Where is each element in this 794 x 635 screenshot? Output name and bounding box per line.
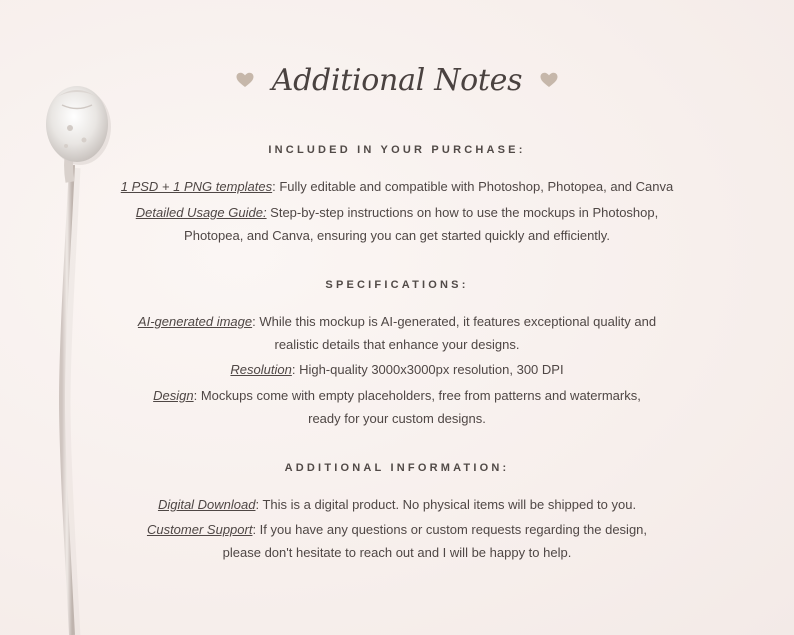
note-item xyxy=(110,178,684,196)
page-title: Additional Notes xyxy=(271,62,523,98)
heart-icon xyxy=(236,72,254,88)
note-text: : High-quality 3000x3000px resolution, 300 DPI xyxy=(291,362,564,377)
note-term: Resolution xyxy=(230,362,292,377)
section-heading-additional-information: ADDITIONAL INFORMATION: xyxy=(284,462,510,474)
note-item xyxy=(110,313,684,331)
note-text: : If you have any questions or custom requests regarding the design, xyxy=(252,522,648,537)
note-item xyxy=(110,496,684,514)
heart-icon xyxy=(540,72,558,88)
note-item-continuation: realistic details that enhance your designs. xyxy=(274,337,520,352)
note-term: Digital Download xyxy=(157,497,256,512)
note-item xyxy=(110,387,684,405)
note-item xyxy=(110,361,684,379)
note-item xyxy=(110,204,684,222)
note-item-continuation: ready for your custom designs. xyxy=(308,411,486,426)
note-item-continuation: Photopea, and Canva, ensuring you can get started quickly and efficiently. xyxy=(184,228,610,243)
note-text: Step-by-step instructions on how to use the mockups in Photoshop, xyxy=(266,205,659,220)
title-row xyxy=(110,58,684,102)
section-heading-purchase: INCLUDED IN YOUR PURCHASE: xyxy=(268,144,526,156)
note-text: : Fully editable and compatible with Photoshop, Photopea, and Canva xyxy=(272,179,674,194)
note-term: Customer Support xyxy=(146,522,253,537)
note-text: : This is a digital product. No physical items will be shipped to you. xyxy=(255,497,637,512)
note-text: : While this mockup is AI-generated, it features exceptional quality and xyxy=(252,314,657,329)
note-term: 1 PSD + 1 PNG templates xyxy=(120,179,273,194)
note-term: AI-generated image xyxy=(137,314,253,329)
note-item-continuation: please don't hesitate to reach out and I will be happy to help. xyxy=(222,545,572,560)
note-text: : Mockups come with empty placeholders, free from patterns and watermarks, xyxy=(193,388,641,403)
section-heading-specifications: SPECIFICATIONS: xyxy=(325,279,469,291)
note-item xyxy=(110,521,684,539)
note-term: Design xyxy=(153,388,194,403)
note-term: Detailed Usage Guide: xyxy=(135,205,267,220)
